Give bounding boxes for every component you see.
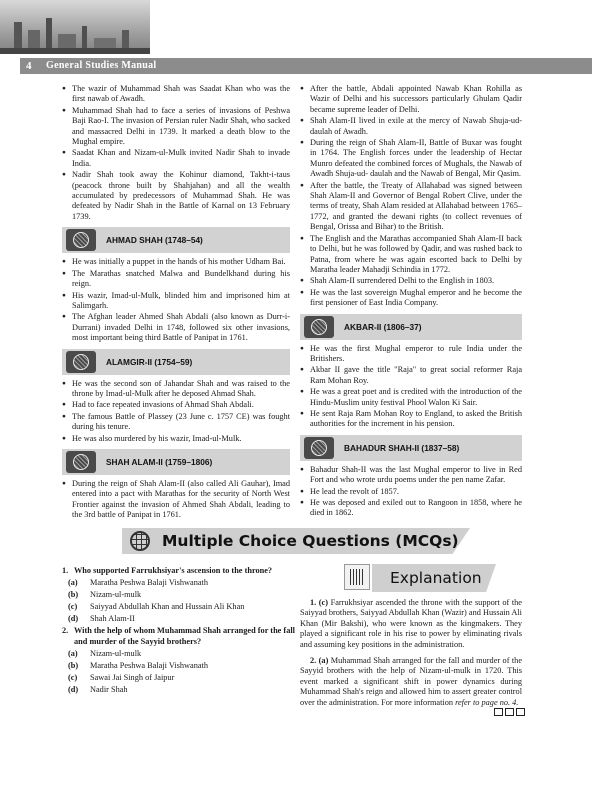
option-label: (a): [68, 648, 78, 658]
explanation-heading: Explanation: [390, 569, 482, 587]
section-title: AHMAD SHAH (1748–54): [106, 235, 203, 246]
explanation-text: Muhammad Shah arranged for the fall and murder of the Sayyid brothers with the help of Nizam-ul-mulk in 1720. This event marked a significant shift in power dynamics during Muhammad Shah's reign and allowed him to assert greater control over the administration. For more information: [300, 656, 523, 707]
explanation-item: [300, 656, 522, 708]
section-heading-alamgir: [62, 349, 290, 375]
list-item: ● Bahadur Shah-II was the last Mughal emperor to live in Red Fort and who wrote urdu poems under the pen name Zafar.: [300, 465, 522, 486]
list-item: ● The wazir of Muhammad Shah was Saadat Khan who was the first nawab of Awadh.: [62, 84, 290, 105]
list-item: ● He was the first Mughal emperor to rule India under the Britishers.: [300, 344, 522, 365]
mcq-banner: [122, 528, 470, 554]
option-text: Maratha Peshwa Balaji Vishwanath: [90, 660, 209, 670]
page-header: [0, 0, 592, 58]
explanation-banner: [372, 564, 496, 592]
end-square-icon: [505, 708, 514, 716]
globe-icon: [130, 531, 150, 551]
option-label: (c): [68, 672, 78, 682]
running-title: General Studies Manual: [46, 60, 157, 71]
list-item: ● Saadat Khan and Nizam-ul-Mulk invited Nadir Shah to invade India.: [62, 148, 290, 169]
list-item: ● He was deposed and exiled out to Rangoon in 1858, where he died in 1862.: [300, 498, 522, 519]
emblem-icon: [73, 232, 89, 248]
list-item: ● His wazir, Imad-ul-Mulk, blinded him and imprisoned him at Salimgarh.: [62, 291, 290, 312]
list-item: ● After the battle, Abdali appointed Nawab Khan Rohilla as Wazir of Delhi and his successors particularly Ghulam Qadir became supreme leader of Delhi.: [300, 84, 522, 115]
section-heading-akbar: [300, 314, 522, 340]
option: [62, 590, 298, 601]
bullet-list: [62, 379, 290, 444]
option-text: Nadir Shah: [90, 685, 128, 695]
section-title: AKBAR-II (1806–37): [344, 321, 422, 332]
section-title: BAHADUR SHAH-II (1837–58): [344, 442, 460, 453]
list-item: ● He sent Raja Ram Mohan Roy to England, to asked the British authorities for the increment in his pension.: [300, 409, 522, 430]
section-badge: [66, 229, 96, 251]
banner-icon-box: [126, 530, 152, 552]
list-item: ● Shah Alam-II surrendered Delhi to the English in 1803.: [300, 276, 522, 286]
end-square-icon: [494, 708, 503, 716]
list-item: ● The Marathas snatched Malwa and Bundelkhand during his reign.: [62, 269, 290, 290]
answer-key: (a): [318, 656, 329, 666]
section-heading-bahadur-shah: [300, 435, 522, 461]
option: [62, 602, 298, 613]
left-column: [62, 84, 290, 522]
option: [62, 614, 298, 625]
section-badge: [304, 316, 334, 338]
list-item: ● The famous Battle of Plassey (23 June c. 1757 CE) was fought during his tenure.: [62, 412, 290, 433]
list-item: ● He was the last sovereign Mughal emperor and he become the first pensioner of East India Company.: [300, 288, 522, 309]
option-text: Nizam-ul-mulk: [90, 589, 142, 599]
list-item: ● Shah Alam-II lived in exile at the mercy of Nawab Shuja-ud-daulah of Awadh.: [300, 116, 522, 137]
list-item: ● He was also murdered by his wazir, Imad-ul-Mulk.: [62, 434, 290, 444]
option: [62, 649, 298, 660]
bullet-list: [300, 344, 522, 430]
list-item: ● He was initially a puppet in the hands of his mother Udham Bai.: [62, 257, 290, 267]
section-title: ALAMGIR-II (1754–59): [106, 356, 193, 367]
answer-key: (c): [318, 598, 329, 607]
list-item: ● The English and the Marathas accompanied Shah Alam-II back to Delhi, but he was followed by Qadir, and was rushed back to Patna, from where he was again escorted back to Delhi by Maratha leader Mahadji Schindia in 1772.: [300, 234, 522, 276]
bullet-list: [62, 257, 290, 343]
option: [62, 661, 298, 672]
page-number: 4: [26, 60, 32, 72]
section-badge: [66, 351, 96, 373]
bullet-list: [62, 84, 290, 222]
option: [62, 673, 298, 684]
emblem-icon: [311, 440, 327, 456]
option-text: Saiyyad Abdullah Khan and Hussain Ali Khan: [90, 601, 245, 611]
list-item: ● Nadir Shah took away the Kohinur diamond, Takht-i-taus (peacock throne built by Shahjahan) and all the wealth accumulated by predecessors of Muhammad Shah. He was defeated by Nadir Shah in the Battle of Karnal on 13 February 1739.: [62, 170, 290, 222]
option: [62, 578, 298, 589]
option-label: (a): [68, 577, 78, 587]
emblem-icon: [311, 319, 327, 335]
bullet-list: [62, 479, 290, 521]
section-heading-ahmad-shah: [62, 227, 290, 253]
option: [62, 685, 298, 696]
list-item: ● He was the second son of Jahandar Shah and was raised to the throne by Imad-ul-Mulk after he deposed Ahmad Shah.: [62, 379, 290, 400]
question-text: Who supported Farrukhsiyar's ascension to the throne?: [74, 566, 273, 575]
list-item: ● After the battle, the Treaty of Allahabad was signed between Shah Alam-II and Governor of Bengal Robert Clive, under the terms of treaty, Shah Alam resided at Allahabad between 1765–1772, and granted the dewani rights (to collect revenues of Bengal, Orissa and Bihar) to the British.: [300, 181, 522, 233]
option-text: Nizam-ul-mulk: [90, 648, 142, 658]
explanation-item: [300, 598, 522, 650]
monument-silhouette-icon: [0, 0, 150, 58]
option-label: (c): [68, 601, 78, 611]
mcq-heading: Multiple Choice Questions (MCQs): [162, 532, 459, 550]
list-item: ● Had to face repeated invasions of Ahmad Shah Abdali.: [62, 400, 290, 410]
list-item: ● Muhammad Shah had to face a series of invasions of Peshwa Baji Rao-I. The invasion of Persian ruler Nadir Shah, who sacked and massacred Delhi in 1739. It marked a death blow to the Mughal empire.: [62, 106, 290, 148]
bullet-list: [300, 465, 522, 519]
bullet-list: [300, 84, 522, 309]
list-item: ● Akbar II gave the title "Raja" to great social reformer Raja Ram Mohan Roy.: [300, 365, 522, 386]
question: [62, 566, 298, 577]
explanation-body: [300, 598, 522, 714]
section-heading-shah-alam: [62, 449, 290, 475]
question-number: 1.: [62, 566, 69, 575]
option-label: (d): [68, 685, 79, 695]
list-item: ● The Afghan leader Ahmed Shah Abdali (also known as Durr-i-Durrani) invaded Delhi in 1748, followed six other invasions, most important being third Battle of Panipat in 1761.: [62, 312, 290, 343]
option-label: (b): [68, 660, 79, 670]
option-label: (d): [68, 614, 79, 624]
option-text: Maratha Peshwa Balaji Vishwanath: [90, 577, 209, 587]
option-text: Sawai Jai Singh of Jaipur: [90, 672, 175, 682]
explanation-number: 2.: [310, 656, 317, 666]
mcq-questions: [62, 566, 298, 697]
page-reference: refer to page no. 4.: [455, 697, 519, 707]
emblem-icon: [73, 454, 89, 470]
question-number: 2.: [62, 626, 69, 636]
list-item: ● He lead the revolt of 1857.: [300, 487, 522, 497]
explanation-text: Farrukhsiyar ascended the throne with the support of the Saiyyad brothers, Saiyyad Abdullah Khan (Wazir) and Hussain Ali Khan (Mir Bakshi), who were known as the kingmakers. They played a significant role in his rise to power by eliminating rivals and assuming key positions in the administration.: [300, 598, 522, 649]
list-item: ● During the reign of Shah Alam-II (also called Ali Gauhar), Imad entered into a pact with Marathas for the security of North West Frontier against the invasion of Ahmed Shah Abdali, leading to the 3rd battle of Panipat in 1761.: [62, 479, 290, 521]
end-marks: [494, 708, 525, 716]
list-item: ● He was a great poet and is credited with the introduction of the Hindu-Muslim unity festival Phool Walon Ki Sair.: [300, 387, 522, 408]
section-title: SHAH ALAM-II (1759–1806): [106, 456, 213, 467]
question: [62, 626, 298, 647]
option-text: Shah Alam-II: [90, 614, 135, 624]
header-photo: [0, 0, 150, 58]
emblem-icon: [73, 354, 89, 370]
list-item: ● During the reign of Shah Alam-II, Battle of Buxar was fought in 1764. The English forces under the leadership of Hectar Munro defeated the combined forces of Mughals, the Nawab of Awadh Shuja-ud- daulah and the Nawab of Bengal, Mir Qasim.: [300, 138, 522, 180]
option-label: (b): [68, 589, 79, 599]
end-square-icon: [516, 708, 525, 716]
section-badge: [304, 437, 334, 459]
question-text: With the help of whom Muhammad Shah arranged for the fall and murder of the Sayyid brothers?: [74, 626, 295, 646]
section-badge: [66, 451, 96, 473]
right-column: [300, 84, 522, 520]
abacus-icon: [344, 564, 370, 590]
explanation-number: 1.: [310, 598, 317, 607]
